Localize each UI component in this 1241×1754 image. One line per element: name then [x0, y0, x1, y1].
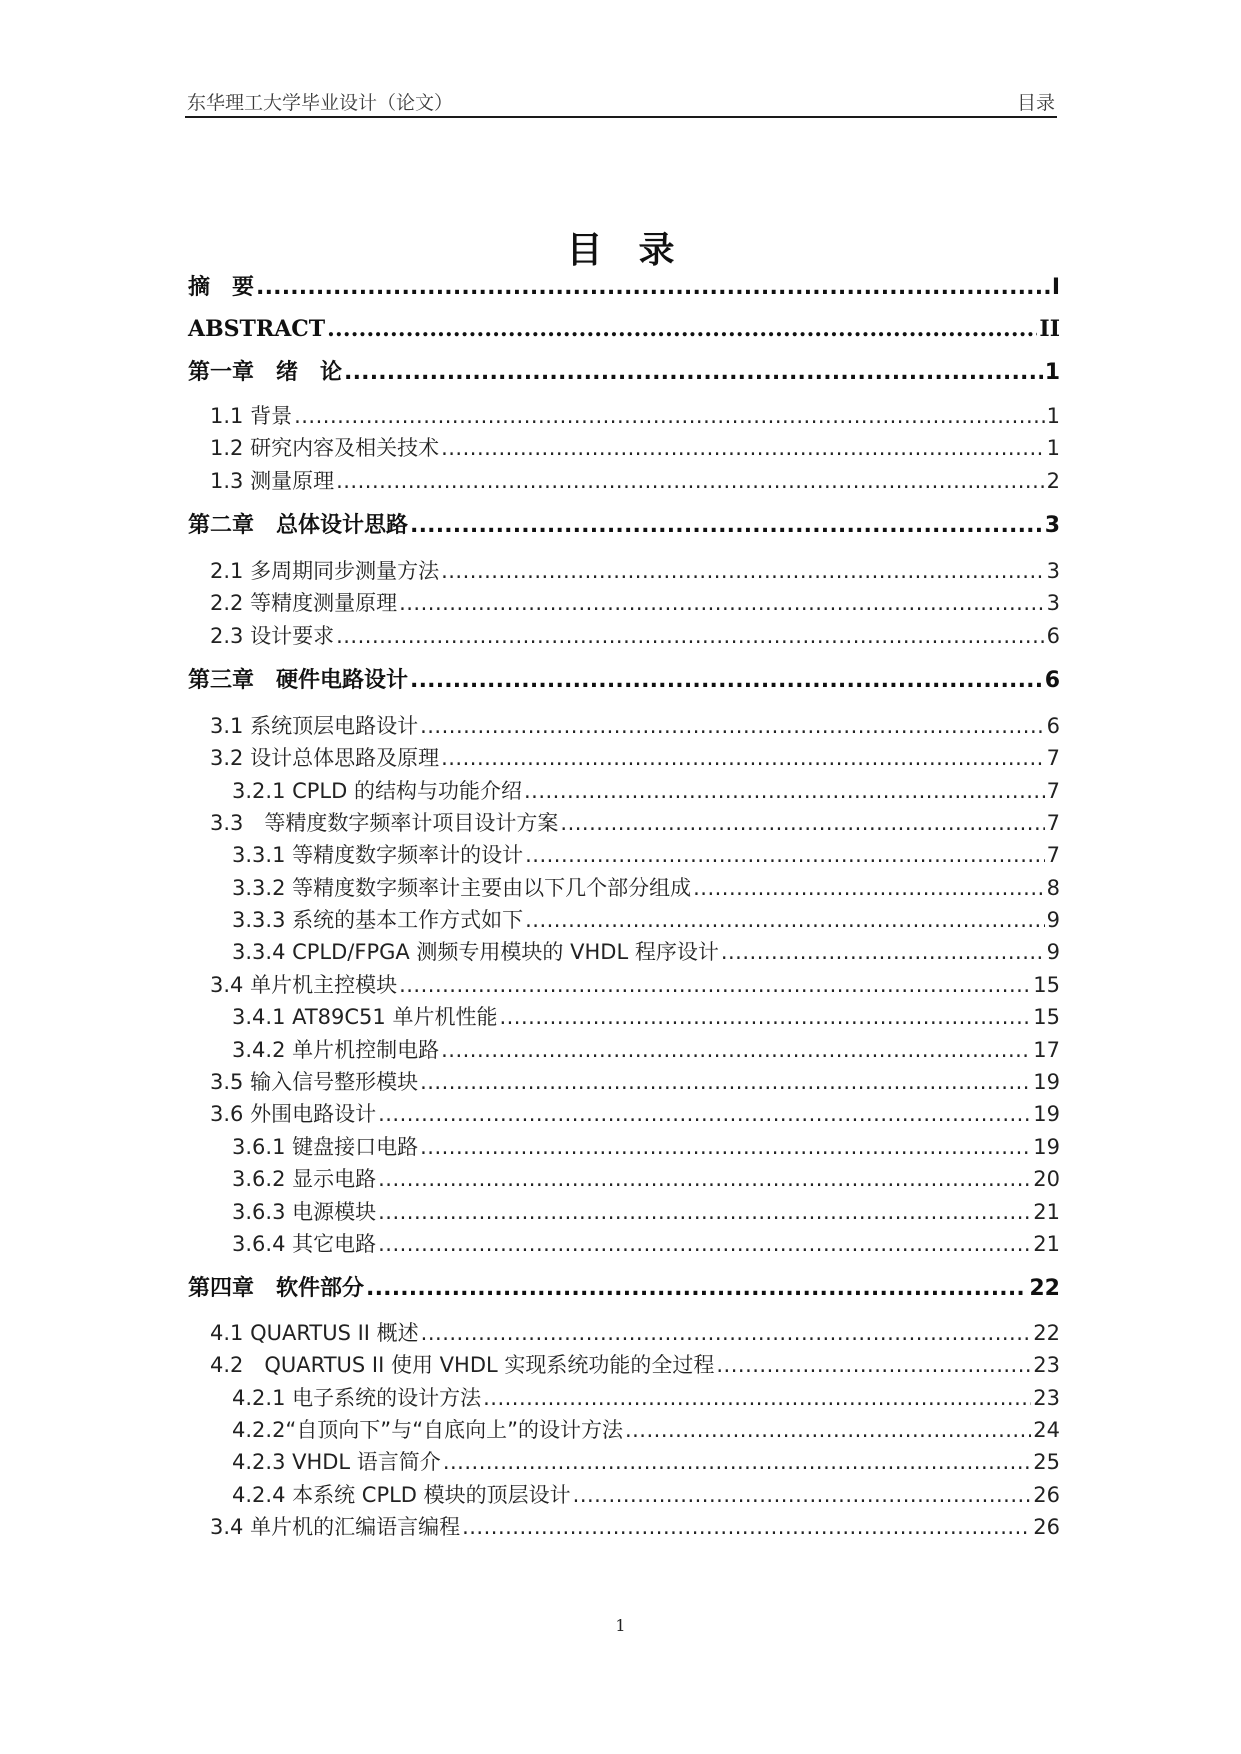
toc-entry-3-6-3[interactable] — [188, 1202, 1060, 1223]
toc-entry-page: 23 — [1033, 1353, 1060, 1377]
toc-entry-3-3-4[interactable] — [188, 942, 1060, 963]
toc-entry-page: 1 — [1046, 436, 1060, 460]
toc-leader-dots — [524, 781, 1045, 802]
toc-entry-page: 3 — [1044, 513, 1060, 538]
toc-leader-dots — [399, 975, 1031, 996]
toc-entry-page: 26 — [1033, 1483, 1060, 1507]
toc-leader-dots — [378, 1202, 1031, 1223]
toc-entry-label: 3.1 系统顶层电路设计 — [210, 714, 419, 738]
toc-entry-page: II — [1039, 316, 1060, 342]
toc-entry-label: 4.1 QUARTUS II 概述 — [210, 1321, 419, 1345]
toc-leader-dots — [441, 561, 1045, 582]
toc-entry-page: 6 — [1044, 668, 1060, 693]
toc-leader-dots — [256, 277, 1050, 299]
toc-entry-label: 3.6 外围电路设计 — [210, 1102, 377, 1126]
toc-entry-label: 第一章 绪 论 — [188, 360, 343, 385]
toc-entry-page: 17 — [1033, 1038, 1060, 1062]
toc-leader-dots — [378, 1169, 1031, 1190]
toc-leader-dots — [443, 1452, 1031, 1473]
toc-leader-dots — [336, 626, 1045, 647]
toc-entry-label: 第二章 总体设计思路 — [188, 513, 409, 538]
toc-leader-dots — [366, 1278, 1027, 1300]
toc-entry-label: 3.6.4 其它电路 — [232, 1232, 377, 1256]
toc-entry-label: 3.6.2 显示电路 — [232, 1167, 377, 1191]
toc-entry-4-2[interactable] — [188, 1355, 1060, 1376]
toc-leader-dots — [441, 438, 1045, 459]
toc-leader-dots — [525, 845, 1045, 866]
toc-entry-page: 9 — [1046, 940, 1060, 964]
toc-entry-label: 3.2 设计总体思路及原理 — [210, 746, 440, 770]
toc-entry-page: 25 — [1033, 1450, 1060, 1474]
toc-entry-label: 摘 要 — [188, 275, 255, 300]
toc-entry-page: 20 — [1033, 1167, 1060, 1191]
toc-entry-2-2[interactable] — [188, 593, 1060, 614]
toc-entry-1-2[interactable] — [188, 438, 1060, 459]
toc-entry-abstract-cn[interactable] — [188, 277, 1060, 299]
toc-entry-label: 3.3.4 CPLD/FPGA 测频专用模块的 VHDL 程序设计 — [232, 940, 719, 964]
toc-entry-3-3-2[interactable] — [188, 878, 1060, 899]
toc-entry-label: 3.6.3 电源模块 — [232, 1200, 377, 1224]
toc-leader-dots — [721, 942, 1045, 963]
toc-entry-3-3-3[interactable] — [188, 910, 1060, 931]
toc-entry-page: 19 — [1033, 1135, 1060, 1159]
page-header — [185, 86, 1057, 118]
toc-entry-label: 3.4 单片机的汇编语言编程 — [210, 1515, 461, 1539]
toc-entry-page: 9 — [1046, 908, 1060, 932]
toc-entry-label: 3.3 等精度数字频率计项目设计方案 — [210, 811, 559, 835]
toc-entry-label: 3.4.2 单片机控制电路 — [232, 1038, 440, 1062]
toc-entry-chapter-3[interactable] — [188, 670, 1060, 692]
toc-entry-4-2-3[interactable] — [188, 1452, 1060, 1473]
toc-leader-dots — [441, 748, 1045, 769]
toc-entry-3-4-2[interactable] — [188, 1040, 1060, 1061]
toc-leader-dots — [344, 362, 1043, 384]
toc-entry-label: 3.3.1 等精度数字频率计的设计 — [232, 843, 524, 867]
toc-leader-dots — [441, 1040, 1031, 1061]
toc-leader-dots — [410, 515, 1043, 537]
toc-entry-1-3[interactable] — [188, 471, 1060, 492]
toc-entry-page: 19 — [1033, 1070, 1060, 1094]
toc-entry-label: 第三章 硬件电路设计 — [188, 668, 409, 693]
toc-entry-chapter-2[interactable] — [188, 515, 1060, 537]
toc-leader-dots — [336, 471, 1045, 492]
toc-entry-page: 6 — [1046, 714, 1060, 738]
toc-leader-dots — [693, 878, 1045, 899]
toc-entry-page: 7 — [1046, 779, 1060, 803]
toc-entry-abstract-en[interactable] — [188, 318, 1060, 340]
toc-entry-page: 7 — [1046, 843, 1060, 867]
toc-leader-dots — [410, 670, 1043, 692]
toc-entry-3-6-1[interactable] — [188, 1137, 1060, 1158]
toc-entry-3-4-1[interactable] — [188, 1007, 1060, 1028]
toc-entry-label: 4.2 QUARTUS II 使用 VHDL 实现系统功能的全过程 — [210, 1353, 715, 1377]
toc-leader-dots — [625, 1420, 1031, 1441]
toc-entry-page: 26 — [1033, 1515, 1060, 1539]
toc-entry-4-2-2[interactable] — [188, 1420, 1060, 1441]
toc-entry-page: 3 — [1046, 591, 1060, 615]
toc-entry-4-1[interactable] — [188, 1323, 1060, 1344]
toc-leader-dots — [378, 1104, 1031, 1125]
toc-entry-3-1[interactable] — [188, 716, 1060, 737]
toc-entry-3-4[interactable] — [188, 975, 1060, 996]
header-thesis-title: 东华理工大学毕业设计（论文） — [187, 92, 454, 114]
toc-leader-dots — [483, 1388, 1031, 1409]
toc-entry-page: 21 — [1033, 1232, 1060, 1256]
toc-entry-label: 1.3 测量原理 — [210, 469, 335, 493]
toc-entry-4-2-1[interactable] — [188, 1388, 1060, 1409]
toc-entry-label: ABSTRACT — [188, 316, 326, 342]
toc-leader-dots — [573, 1485, 1032, 1506]
toc-entry-page: 2 — [1046, 469, 1060, 493]
toc-leader-dots — [420, 1072, 1031, 1093]
toc-entry-page: 3 — [1046, 559, 1060, 583]
toc-entry-label: 1.1 背景 — [210, 404, 293, 428]
page-number: 1 — [615, 1616, 626, 1635]
toc-entry-chapter-1[interactable] — [188, 362, 1060, 384]
toc-entry-page: 7 — [1046, 746, 1060, 770]
toc-leader-dots — [420, 1137, 1031, 1158]
toc-entry-3-6-2[interactable] — [188, 1169, 1060, 1190]
toc-leader-dots — [399, 593, 1045, 614]
toc-entry-2-1[interactable] — [188, 561, 1060, 582]
toc-entry-label: 4.2.2“自顶向下”与“自底向上”的设计方法 — [232, 1418, 623, 1442]
toc-leader-dots — [499, 1007, 1031, 1028]
toc-entry-label: 3.2.1 CPLD 的结构与功能介绍 — [232, 779, 522, 803]
toc-entry-3-3[interactable] — [188, 813, 1060, 834]
toc-entry-3-6-4[interactable] — [188, 1234, 1060, 1255]
toc-entry-3-6[interactable] — [188, 1104, 1060, 1125]
toc-entry-2-3[interactable] — [188, 626, 1060, 647]
toc-entry-page: 19 — [1033, 1102, 1060, 1126]
page-title: 目 录 — [566, 230, 675, 271]
toc-entry-1-1[interactable] — [188, 406, 1060, 427]
toc-leader-dots — [327, 318, 1037, 340]
toc-entry-label: 3.4 单片机主控模块 — [210, 973, 398, 997]
toc-entry-page: 23 — [1033, 1386, 1060, 1410]
toc-entry-label: 1.2 研究内容及相关技术 — [210, 436, 440, 460]
toc-leader-dots — [716, 1355, 1031, 1376]
toc-entry-page: 22 — [1033, 1321, 1060, 1345]
toc-entry-label: 2.3 设计要求 — [210, 624, 335, 648]
toc-leader-dots — [462, 1517, 1031, 1538]
toc-entry-page: 8 — [1046, 876, 1060, 900]
toc-entry-label: 4.2.3 VHDL 语言简介 — [232, 1450, 441, 1474]
toc-entry-label: 3.6.1 键盘接口电路 — [232, 1135, 419, 1159]
toc-entry-4-2-4[interactable] — [188, 1485, 1060, 1506]
toc-entry-3-4-asm[interactable] — [188, 1517, 1060, 1538]
toc-leader-dots — [378, 1234, 1031, 1255]
toc-leader-dots — [421, 1323, 1032, 1344]
toc-entry-page: 6 — [1046, 624, 1060, 648]
toc-entry-page: I — [1051, 275, 1060, 300]
toc-entry-3-3-1[interactable] — [188, 845, 1060, 866]
toc-entry-page: 7 — [1046, 811, 1060, 835]
toc-entry-3-2[interactable] — [188, 748, 1060, 769]
toc-entry-page: 15 — [1033, 1005, 1060, 1029]
toc-leader-dots — [560, 813, 1044, 834]
toc-entry-page: 21 — [1033, 1200, 1060, 1224]
toc-entry-label: 3.4.1 AT89C51 单片机性能 — [232, 1005, 498, 1029]
toc-entry-page: 24 — [1033, 1418, 1060, 1442]
toc-entry-label: 3.3.3 系统的基本工作方式如下 — [232, 908, 524, 932]
toc-entry-label: 第四章 软件部分 — [188, 1276, 365, 1301]
toc-entry-page: 15 — [1033, 973, 1060, 997]
toc-leader-dots — [294, 406, 1045, 427]
toc-entry-page: 22 — [1029, 1276, 1060, 1301]
toc-entry-label: 4.2.1 电子系统的设计方法 — [232, 1386, 482, 1410]
toc-entry-label: 4.2.4 本系统 CPLD 模块的顶层设计 — [232, 1483, 571, 1507]
toc-entry-label: 3.3.2 等精度数字频率计主要由以下几个部分组成 — [232, 876, 692, 900]
toc-entry-3-5[interactable] — [188, 1072, 1060, 1093]
toc-entry-page: 1 — [1046, 404, 1060, 428]
toc-leader-dots — [525, 910, 1045, 931]
toc-entry-label: 3.5 输入信号整形模块 — [210, 1070, 419, 1094]
toc-entry-3-2-1[interactable] — [188, 781, 1060, 802]
toc-entry-label: 2.2 等精度测量原理 — [210, 591, 398, 615]
toc-entry-page: 1 — [1044, 360, 1060, 385]
toc-leader-dots — [420, 716, 1045, 737]
header-section-name: 目录 — [1016, 92, 1055, 114]
toc-entry-chapter-4[interactable] — [188, 1278, 1060, 1300]
toc-entry-label: 2.1 多周期同步测量方法 — [210, 559, 440, 583]
